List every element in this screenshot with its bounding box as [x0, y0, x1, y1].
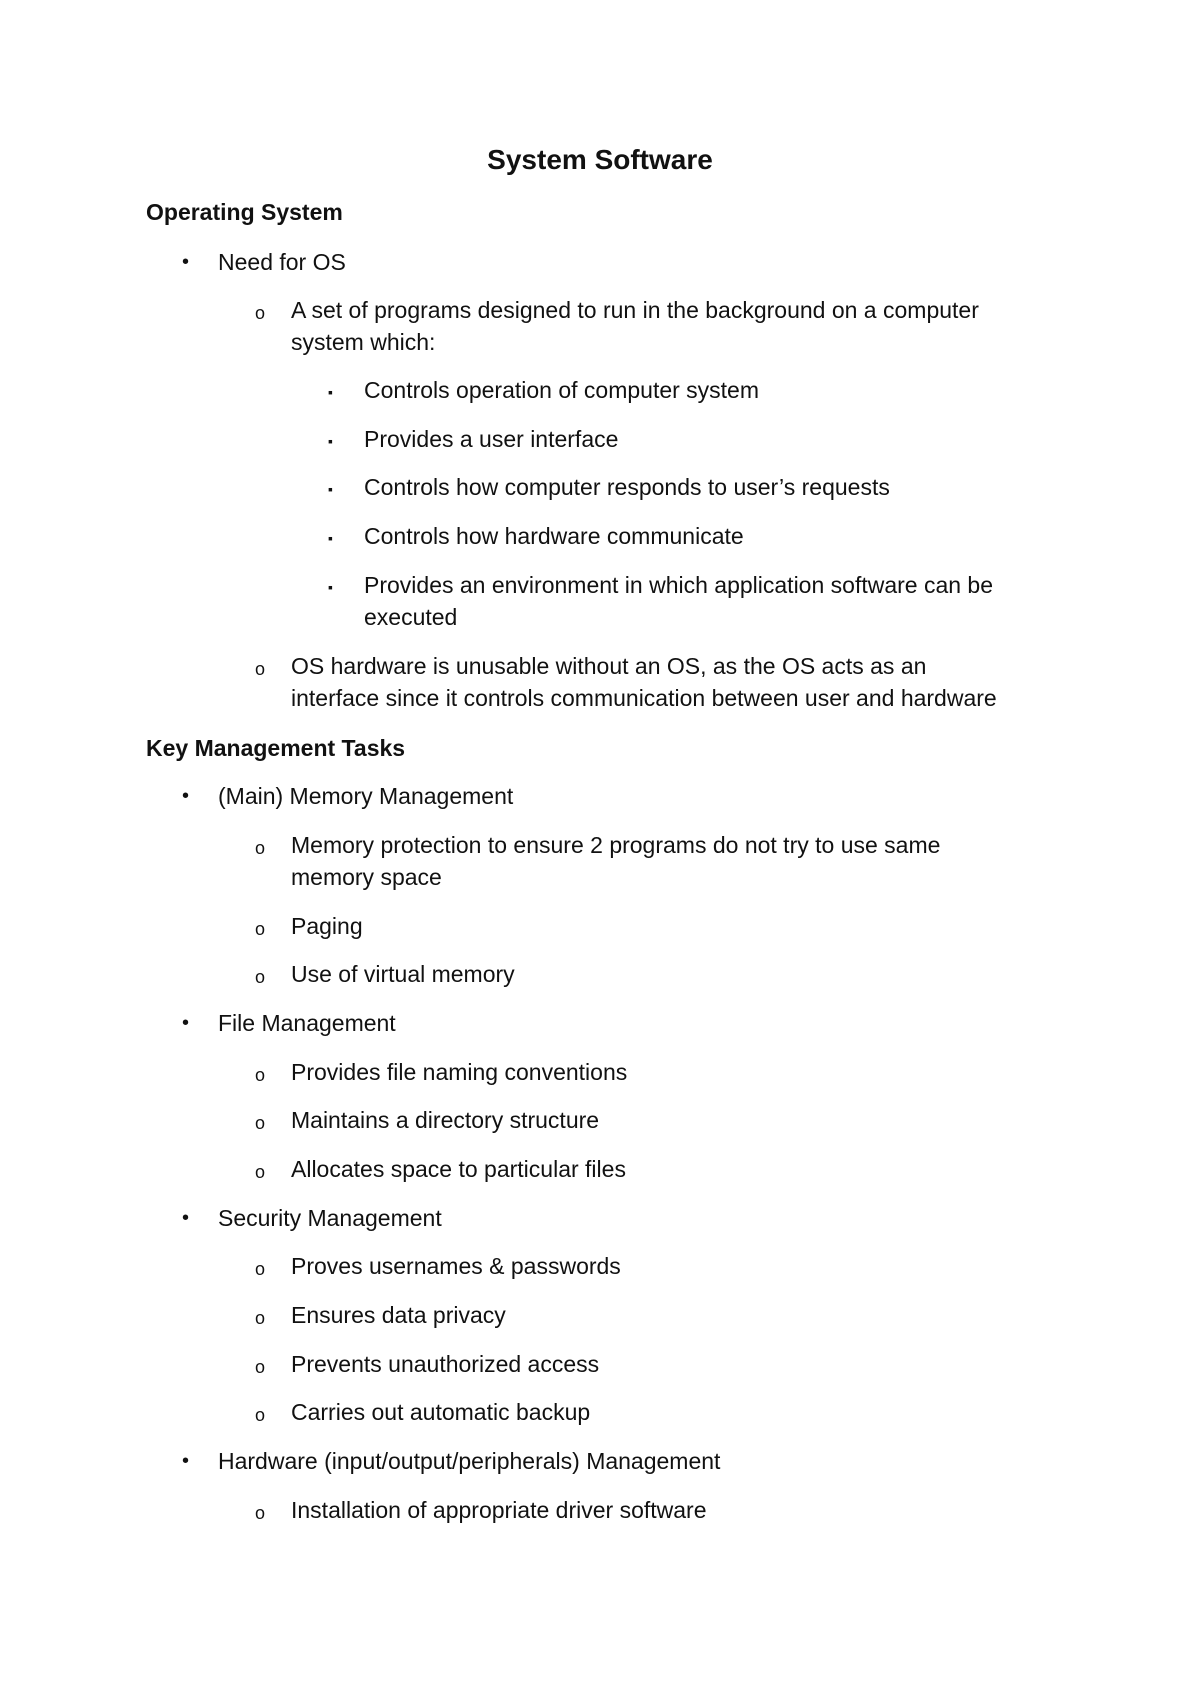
bullet-icon: o: [255, 1405, 266, 1425]
bullet-icon: •: [182, 1207, 190, 1229]
bullet-icon: ▪: [328, 579, 333, 595]
bullet-icon: •: [182, 1450, 190, 1472]
bullet-icon: o: [255, 1357, 266, 1377]
bullet-icon: o: [255, 1113, 266, 1133]
bullet-icon: ▪: [328, 530, 333, 546]
bullet-icon: ▪: [328, 433, 333, 449]
bullet-icon: o: [255, 1259, 266, 1279]
bullet-icon: •: [182, 251, 190, 273]
bullet-icon: ▪: [328, 384, 333, 400]
bullet-icon: o: [255, 1162, 266, 1182]
bullet-icon: o: [255, 303, 266, 323]
bullet-icon: o: [255, 919, 266, 939]
bullet-icon: •: [182, 1012, 190, 1034]
document-page: System Software Operating System • Need for OS o A set of programs designed to run in the background on a computer system which: ▪ Controls operation of computer system ▪ Provides a user interface ▪ Controls how computer responds to user’s requests ▪ Controls how hardware communicate ▪ Provides an environment in which application software can be executed o OS hardware is unusable without an OS, as the OS acts as an interface since it controls communication between user and hardware Key Management Tasks • (Main) Memory Management o Memory protection to ensure 2 programs do not try to use same memory space o Paging o Use of virtual memory • File Management o Provides file naming conventions o Maintains a directory structure o Allocates space to particular files • Security Management o Proves usernames & passwords o Ensures data privacy o Prevents unauthorized access o Carries out automatic backup • Hardware (input/output/peripherals) Management o Installation of appropriate driver software: [0, 0, 1200, 1696]
bullet-icon: •: [182, 785, 190, 807]
bullet-icon: o: [255, 838, 266, 858]
page-title: System Software: [487, 144, 713, 175]
bullet-icon: o: [255, 659, 266, 679]
bullet-icon: o: [255, 1065, 266, 1085]
bullet-icon: ▪: [328, 481, 333, 497]
section-heading-operating-system: Operating System: [146, 199, 343, 225]
section-heading-key-management: Key Management Tasks: [146, 735, 406, 761]
bullet-icon: o: [255, 1308, 266, 1328]
bullet-icon: o: [255, 967, 266, 987]
bullet-icon: o: [255, 1503, 266, 1523]
